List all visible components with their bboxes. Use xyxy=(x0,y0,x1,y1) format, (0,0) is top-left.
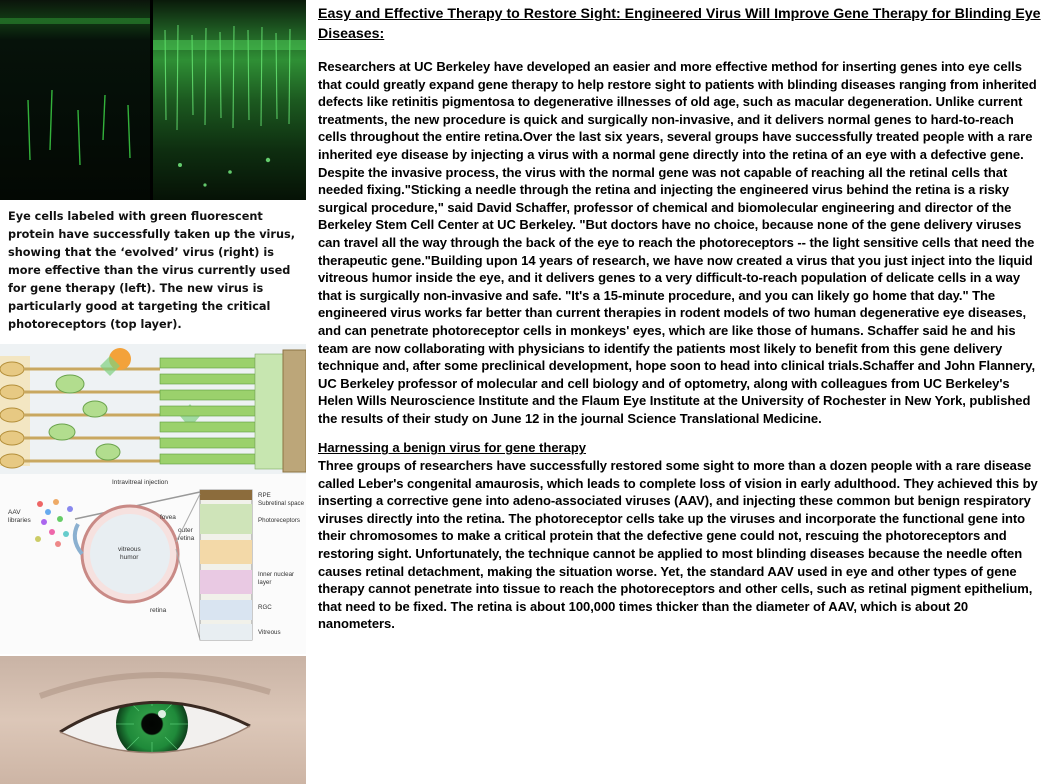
label-rgc: RGC xyxy=(258,604,272,611)
label-libraries: libraries xyxy=(8,517,31,524)
article-body: Researchers at UC Berkeley have developed an easier and more effective method for inserting genes into eye cells that could greatly expand gene therapy to help restore sight to patients with blinding diseases ranging from inherited defects like retinitis pigmentosa to degenerative illnesses of old age, such as macular degeneration. Unlike current treatments, the new procedure is quick and surgically non-invasive, and it delivers normal genes to hard-to-reach cells throughout the entire retina.Over the last six years, several groups have successfully treated people with a rare inherited eye disease by injecting a virus with a normal gene directly into the retina of an eye with a defective gene. Despite the invasive process, the virus with the normal gene was not capable of reaching all the retinal cells that needed fixing."Sticking a needle through the retina and injecting the engineered virus behind the retina is a risky surgical procedure," said David Schaffer, professor of chemical and biomolecular engineering and director of the Berkeley Stem Cell Center at UC Berkeley. "But doctors have no choice, because none of the gene delivery viruses can travel all the way through the back of the eye to reach the photoreceptors -- the light sensitive cells that need the therapeutic gene."Building upon 14 years of research, we have now created a virus that you just inject into the liquid vitreous humor inside the eye, and it delivers genes to a very difficult-to-reach population of delicate cells in a way that is surgically non-invasive and safe. "It's a 15-minute procedure, and you can likely go home that day." The engineered virus works far better than current therapies in rodent models of two human degenerative eye diseases, and can penetrate photoreceptor cells in monkeys' eyes, which are like those of humans. Schaffer said he and his team are now collaborating with physicians to identify the patients most likely to benefit from this gene delivery technique and, after some preclinical development, hope soon to head into clinical trials.Schaffer and John Flannery, UC Berkeley professor of molecular and cell biology and of optometry, along with colleagues from UC Berkeley's Helen Wills Neuroscience Institute and the Flaum Eye Institute at the University of Rochester in New York, published the results of their study on June 12 in the journal Science Translational Medicine. xyxy=(318,59,1037,426)
section-body: Three groups of researchers have successfully restored some sight to more than a dozen people with a rare disease called Leber's congenital amaurosis, which leads to complete loss of vision in early adulthood. They achieved this by inserting a corrective gene into adeno-associated viruses (AAV), and injecting these common but benign respiratory viruses directly into the retina. The photoreceptor cells take up the viruses and incorporate the functional gene into their chromosomes to make a critical protein that the defective gene could not, rescuing the photoreceptors and restoring sight. Unfortunately, the technique cannot be applied to most blinding diseases because the needle often causes retinal detachment, making the situation worse. Yet, the standard AAV used in eye and other types of gene therapy cannot penetrate into tissue to reach the photoreceptors and other cells, such as retinal pigment epithelium, that need to be fixed. The retina is about 100,000 times thicker than the diameter of AAV, which is about 20 nanometers. xyxy=(318,458,1038,632)
label-retina: retina xyxy=(150,607,167,614)
label-rpe: RPE xyxy=(258,492,271,499)
eye-photo-graphic xyxy=(0,656,306,784)
figure-caption: Eye cells labeled with green fluorescent protein have successfully taken up the virus, showing that the ‘evolved’ virus (right) is more effective than the virus currently used for gene therapy (left). The new virus is particularly good at targeting the critical photoreceptors (top layer). xyxy=(8,210,296,331)
label-subretinal: Subretinal space xyxy=(258,500,305,507)
section-heading: Harnessing a benign virus for gene therapy xyxy=(318,440,587,456)
aav-particle-cluster xyxy=(35,499,73,547)
label-vitreous-layer: Vitreous xyxy=(258,629,281,636)
retina-diagram-graphic xyxy=(0,344,306,654)
retina-layer-column xyxy=(200,490,252,640)
label-layer: layer xyxy=(258,579,272,586)
label-aav: AAV xyxy=(8,509,21,516)
article-title: Easy and Effective Therapy to Restore Sight: Engineered Virus Will Improve Gene Therapy for Blinding Eye Diseases: xyxy=(318,6,1041,42)
article-column xyxy=(318,4,1042,633)
label-inner-nuclear: Inner nuclear xyxy=(258,571,295,578)
label-outer: outer xyxy=(178,527,193,534)
micrograph-graphic xyxy=(0,0,306,200)
label-outer-retina: retina xyxy=(178,535,195,542)
label-humor: humor xyxy=(120,554,139,561)
label-photoreceptors: Photoreceptors xyxy=(258,517,300,524)
retina-diagram xyxy=(0,344,306,654)
label-fovea: fovea xyxy=(160,514,176,521)
label-vitreous: vitreous xyxy=(118,546,141,553)
label-intravitreal: Intravitreal injection xyxy=(112,479,168,486)
fluorescence-micrograph xyxy=(0,0,306,200)
green-eye-photo xyxy=(0,656,306,784)
figure-column xyxy=(0,0,306,784)
